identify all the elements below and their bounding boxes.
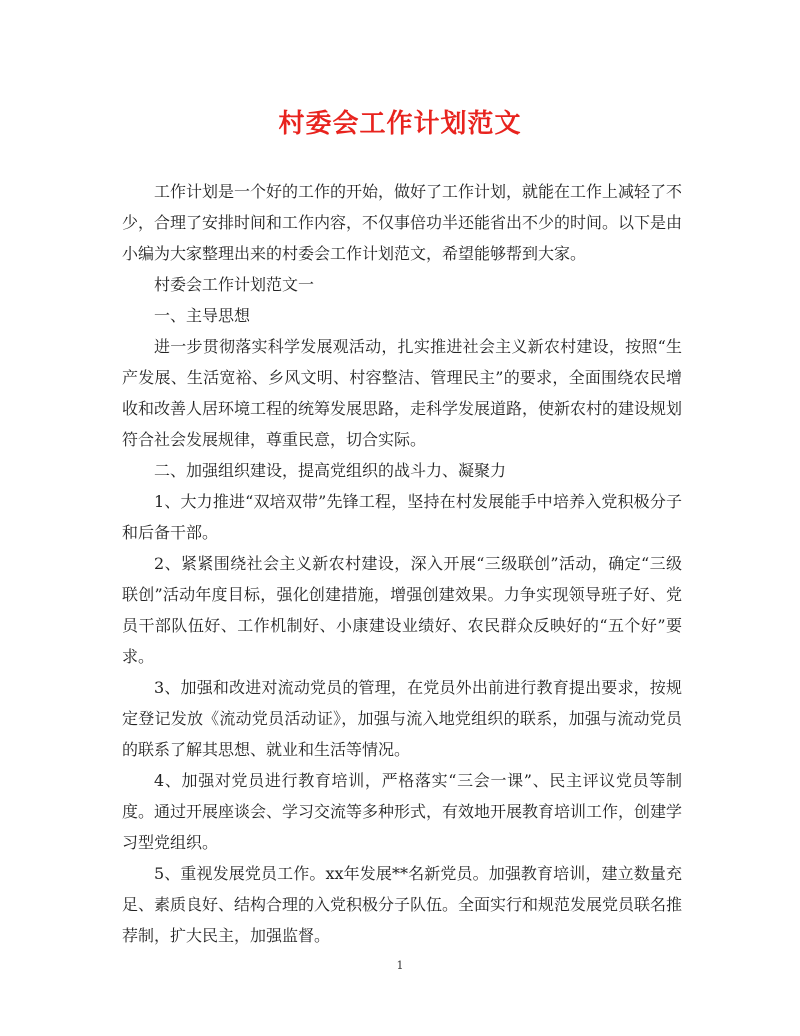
list-item-3: 3、加强和改进对流动党员的管理，在党员外出前进行教育提出要求，按规定登记发放《流动党员活动证》，加强与流入地党组织的联系，加强与流动党员的联系了解其思想、就业和生活等情况。 (122, 678, 682, 759)
document-title: 村委会工作计划范文 (278, 109, 522, 139)
page-number: 1 (396, 959, 404, 972)
paragraph-guiding-ideology: 进一步贯彻落实科学发展观活动，扎实推进社会主义新农村建设，按照“生产发展、生活宽裕、乡风文明、村容整洁、管理民主”的要求，全面围绕农民增收和改善人居环境工程的统筹发展思路，走科学发展道路，使新农村的建设规划符合社会发展规律，尊重民意，切合实际。 (122, 337, 683, 449)
list-item-1: 1、大力推进“双培双带”先锋工程，坚持在村发展能手中培养入党积极分子和后备干部。 (122, 492, 682, 542)
list-item-5: 5、重视发展党员工作。xx年发展**名新党员。加强教育培训，建立数量充足、素质良好、结构合理的入党积极分子队伍。全面实行和规范发展党员联名推荐制，扩大民主，加强监督。 (122, 864, 683, 945)
document-body (122, 176, 682, 951)
list-item-4: 4、加强对党员进行教育培训，严格落实“三会一课”、民主评议党员等制度。通过开展座谈会、学习交流等多种形式，有效地开展教育培训工作，创建学习型党组织。 (122, 771, 683, 852)
heading-guiding-ideology: 一、主导思想 (154, 306, 251, 325)
heading-organization-building: 二、加强组织建设，提高党组织的战斗力、凝聚力 (154, 461, 507, 480)
intro-paragraph: 工作计划是一个好的工作的开始，做好了工作计划，就能在工作上减轻了不少，合理了安排时间和工作内容，不仅事倍功半还能省出不少的时间。以下是由小编为大家整理出来的村委会工作计划范文，希望能够帮到大家。 (122, 182, 683, 263)
section-title: 村委会工作计划范文一 (154, 275, 315, 294)
list-item-2: 2、紧紧围绕社会主义新农村建设，深入开展“三级联创”活动，确定“三级联创”活动年度目标，强化创建措施，增强创建效果。力争实现领导班子好、党员干部队伍好、工作机制好、小康建设业绩好、农民群众反映好的“五个好”要求。 (122, 554, 682, 666)
